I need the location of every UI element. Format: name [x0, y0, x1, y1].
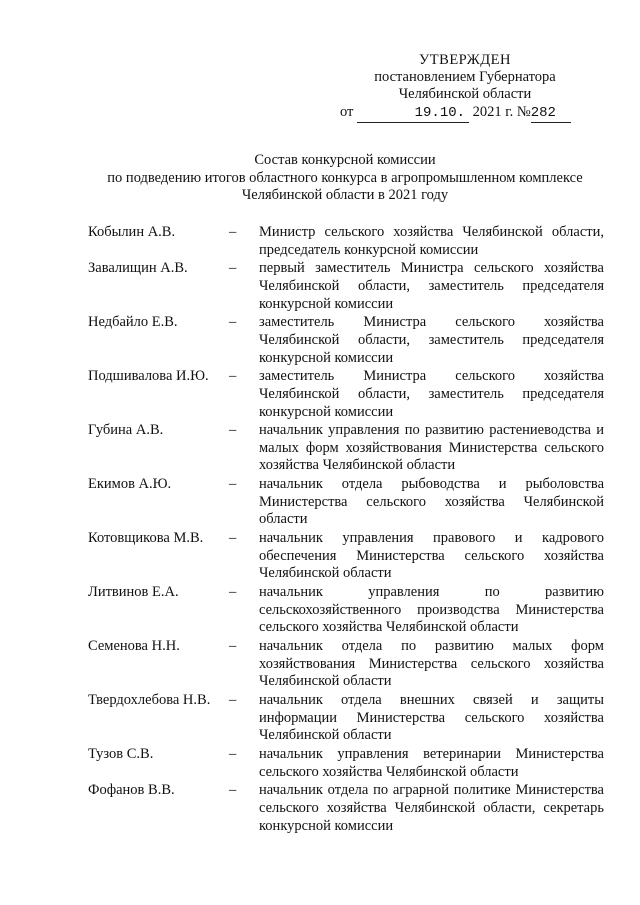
member-row: [88, 314, 604, 367]
member-name: Литвинов Е.А.: [88, 584, 179, 601]
member-name: Подшивалова И.Ю.: [88, 368, 209, 385]
dash-separator: –: [229, 746, 237, 763]
heading-line-2: по подведению итогов областного конкурса в агропромышленном комплексе: [107, 169, 583, 186]
member-role: начальник отдела по аграрной политике Министерства сельского хозяйства Челябинской области, секретарь конкурсной комиссии: [259, 782, 604, 834]
member-name: Завалищин А.В.: [88, 260, 188, 277]
member-list: [88, 224, 604, 836]
member-role: Министр сельского хозяйства Челябинской области, председатель конкурсной комиссии: [259, 224, 604, 258]
dash-separator: –: [229, 224, 237, 240]
dash-separator: –: [229, 530, 237, 547]
approval-block: [340, 52, 590, 123]
approval-decree: постановлением Губернатора: [374, 69, 556, 85]
dash-separator: –: [229, 314, 237, 331]
member-role: начальник отдела внешних связей и защиты информации Министерства сельского хозяйства Челябинской области: [259, 692, 604, 744]
member-role: начальник отдела по развитию малых форм хозяйствования Министерства сельского хозяйства Челябинской области: [259, 638, 604, 690]
member-row: [88, 692, 604, 745]
dash-separator: –: [229, 584, 237, 601]
member-row: [88, 368, 604, 421]
heading-line-1: Состав конкурсной комиссии: [254, 152, 436, 168]
member-name: Екимов А.Ю.: [88, 476, 172, 493]
approval-date-line: [340, 104, 590, 123]
member-name: Котовщикова М.В.: [88, 530, 204, 547]
dash-separator: –: [229, 476, 237, 493]
year-suffix: 2021 г. №: [472, 104, 531, 120]
document-heading: [60, 152, 630, 205]
member-name: Твердохлебова Н.В.: [88, 692, 211, 709]
member-name: Губина А.В.: [88, 422, 164, 439]
member-row: [88, 224, 604, 259]
member-role: начальник управления правового и кадрового обеспечения Министерства сельского хозяйства Челябинской области: [259, 530, 604, 582]
member-role: заместитель Министра сельского хозяйства Челябинской области, заместитель председателя конкурсной комиссии: [259, 368, 604, 420]
approval-region: Челябинской области: [398, 86, 532, 102]
member-role: начальник управления по развитию сельскохозяйственного производства Министерства сельского хозяйства Челябинской области: [259, 584, 604, 636]
member-role: начальник управления по развитию растениеводства и малых форм хозяйствования Министерства сельского хозяйства Челябинской области: [259, 422, 604, 474]
dash-separator: –: [229, 692, 237, 709]
member-role: первый заместитель Министра сельского хозяйства Челябинской области, заместитель председателя конкурсной комиссии: [259, 260, 604, 312]
member-row: [88, 476, 604, 529]
dash-separator: –: [229, 782, 237, 799]
member-role: начальник управления ветеринарии Министерства сельского хозяйства Челябинской области: [259, 746, 604, 780]
member-row: [88, 530, 604, 583]
member-name: Кобылин А.В.: [88, 224, 176, 240]
member-role: начальник отдела рыбоводства и рыболовства Министерства сельского хозяйства Челябинской области: [259, 476, 604, 528]
member-role: заместитель Министра сельского хозяйства Челябинской области, заместитель председателя конкурсной комиссии: [259, 314, 604, 366]
member-row: [88, 260, 604, 313]
member-row: [88, 746, 604, 781]
member-name: Тузов С.В.: [88, 746, 154, 763]
member-row: [88, 638, 604, 691]
date-prefix: от: [340, 104, 354, 120]
approval-title: УТВЕРЖДЕН: [419, 52, 511, 68]
approval-date: 19.10.: [357, 105, 469, 123]
heading-line-3: Челябинской области в 2021 году: [241, 187, 449, 203]
member-row: [88, 584, 604, 637]
dash-separator: –: [229, 638, 237, 655]
dash-separator: –: [229, 260, 237, 277]
dash-separator: –: [229, 422, 237, 439]
member-name: Недбайло Е.В.: [88, 314, 178, 331]
member-row: [88, 422, 604, 475]
member-name: Семенова Н.Н.: [88, 638, 180, 655]
dash-separator: –: [229, 368, 237, 385]
member-row: [88, 782, 604, 835]
member-name: Фофанов В.В.: [88, 782, 175, 799]
approval-number: 282: [531, 105, 571, 123]
